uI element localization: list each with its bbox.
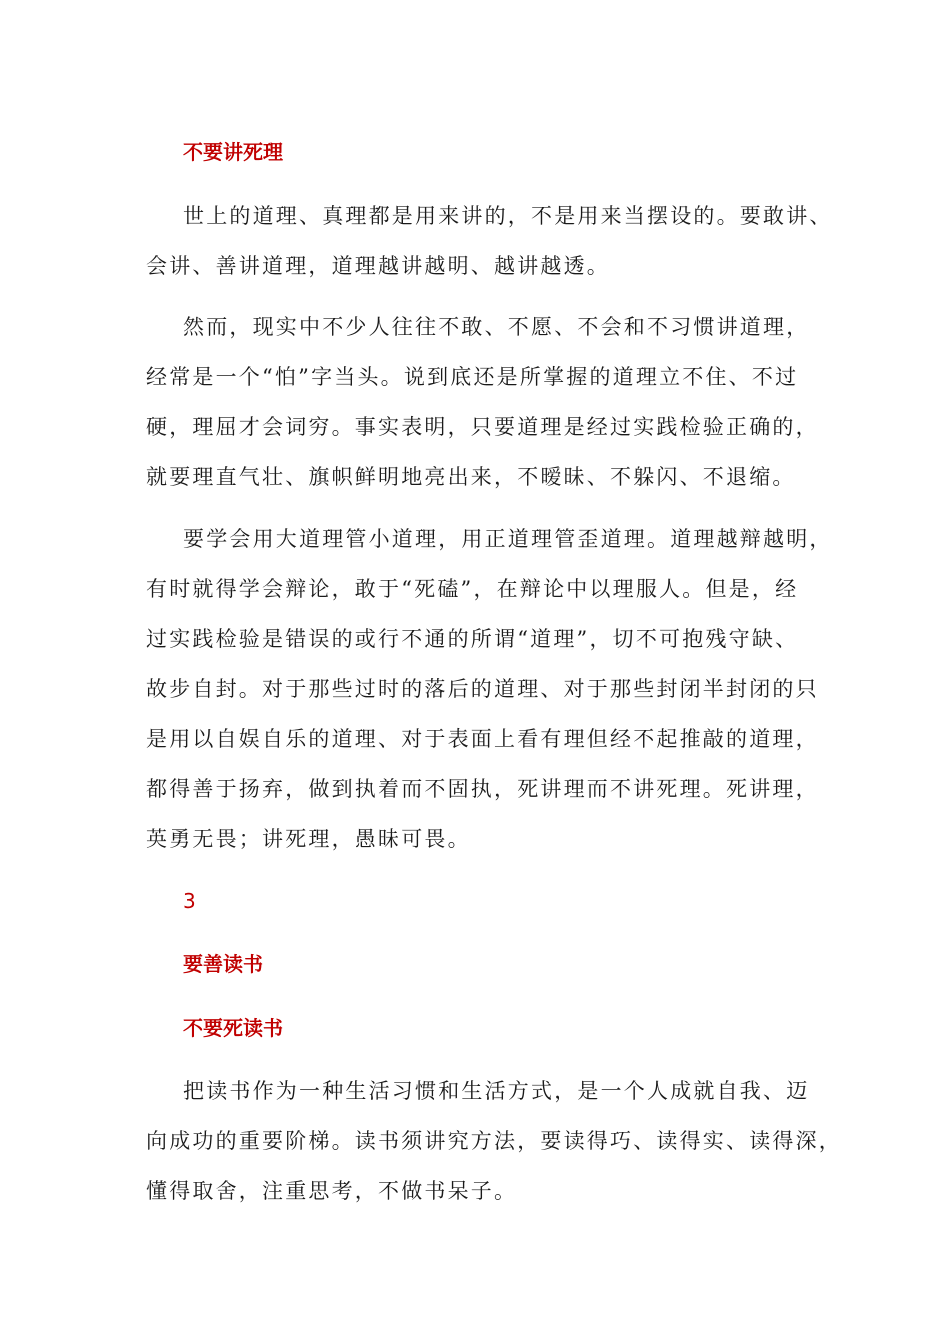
paragraph-line: 经常是一个“怕”字当头。说到底还是所掌握的道理立不住、不过 xyxy=(146,365,799,389)
paragraph-line: 过实践检验是错误的或行不通的所谓“道理”，切不可抱残守缺、 xyxy=(146,627,799,651)
section-heading-no-dead-reasoning: 不要讲死理 xyxy=(183,140,283,164)
paragraph-line: 都得善于扬弃，做到执着而不固执，死讲理而不讲死理。死讲理， xyxy=(146,777,819,801)
paragraph-line: 故步自封。对于那些过时的落后的道理、对于那些封闭半封闭的只 xyxy=(146,677,819,701)
paragraph-line: 有时就得学会辩论，敢于“死磕”，在辩论中以理服人。但是，经 xyxy=(146,577,799,601)
paragraph-line: 然而，现实中不少人往往不敢、不愿、不会和不习惯讲道理， xyxy=(183,315,810,339)
paragraph-line: 把读书作为一种生活习惯和生活方式，是一个人成就自我、迈 xyxy=(183,1079,810,1103)
paragraph-1 xyxy=(146,191,833,291)
paragraph-line: 英勇无畏；讲死理，愚昧可畏。 xyxy=(146,827,471,851)
section-number: 3 xyxy=(183,889,196,913)
paragraph-line: 世上的道理、真理都是用来讲的，不是用来当摆设的。要敢讲、 xyxy=(183,204,833,228)
section-heading-read-well: 要善读书 xyxy=(183,952,263,976)
paragraph-line: 是用以自娱自乐的道理、对于表面上看有理但经不起推敲的道理， xyxy=(146,727,819,751)
paragraph-line: 硬，理屈才会词穷。事实表明，只要道理是经过实践检验正确的， xyxy=(146,415,819,439)
paragraph-line: 会讲、善讲道理，道理越讲越明、越讲越透。 xyxy=(146,254,610,278)
section-heading-no-rote-reading: 不要死读书 xyxy=(183,1016,283,1040)
paragraph-3 xyxy=(146,514,833,864)
paragraph-2 xyxy=(146,302,826,502)
paragraph-line: 要学会用大道理管小道理，用正道理管歪道理。道理越辩越明， xyxy=(183,527,833,551)
paragraph-line: 懂得取舍，注重思考，不做书呆子。 xyxy=(146,1179,518,1203)
paragraph-line: 向成功的重要阶梯。读书须讲究方法，要读得巧、读得实、读得深， xyxy=(146,1129,842,1153)
paragraph-line: 就要理直气壮、旗帜鲜明地亮出来，不暧昧、不躲闪、不退缩。 xyxy=(146,465,796,489)
paragraph-4 xyxy=(146,1066,842,1216)
